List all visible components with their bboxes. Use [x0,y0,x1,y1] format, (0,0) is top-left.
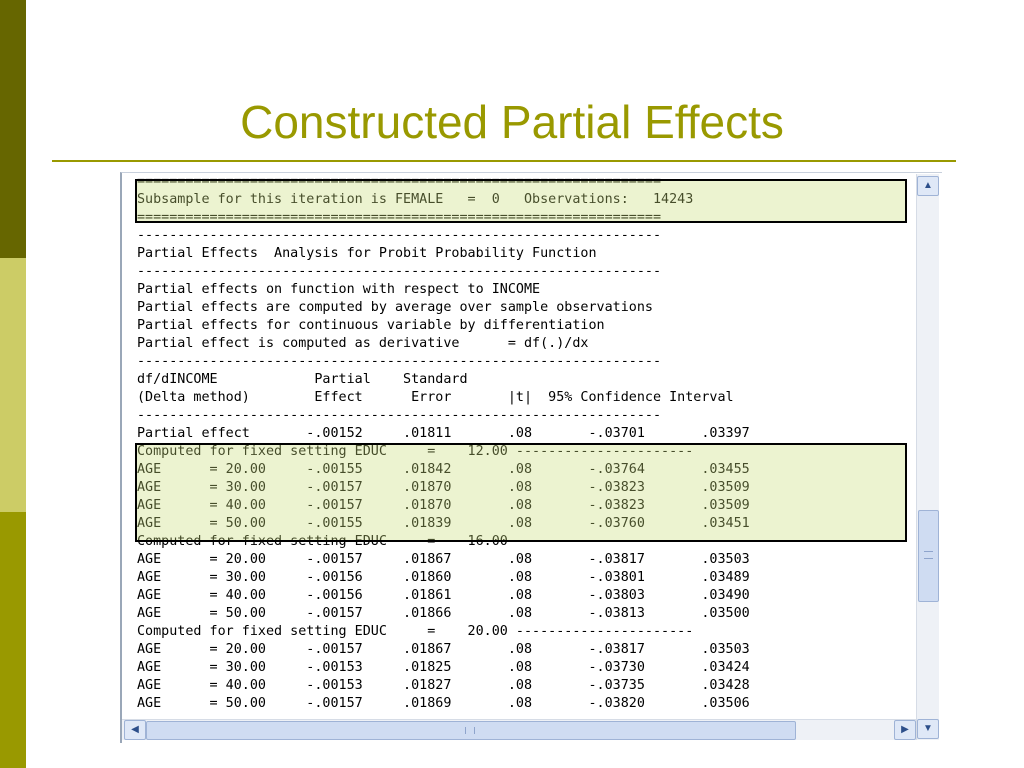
vertical-scrollbar[interactable] [916,174,939,740]
console-line: AGE = 40.00 -.00156 .01861 .08 -.03803 .03490 [137,588,750,603]
console-line: AGE = 50.00 -.00157 .01866 .08 -.03813 .03500 [137,606,750,621]
console-line: Partial effect -.00152 .01811 .08 -.03701 .03397 [137,426,750,441]
console-line: AGE = 30.00 -.00156 .01860 .08 -.03801 .03489 [137,570,750,585]
console-line: Partial Effects Analysis for Probit Probability Function [137,246,597,261]
console-line: Computed for fixed setting EDUC = 20.00 ---------------------- [137,624,694,639]
console-line: AGE = 30.00 -.00153 .01825 .08 -.03730 .03424 [137,660,750,675]
decor-bar-bottom [0,512,26,768]
horizontal-scroll-thumb[interactable] [146,721,796,740]
grip-icon [465,727,475,734]
scroll-left-icon[interactable]: ◀ [124,720,146,740]
console-line: AGE = 50.00 -.00157 .01869 .08 -.03820 .03506 [137,696,750,711]
vertical-scroll-thumb[interactable] [918,510,939,602]
scroll-right-icon[interactable]: ▶ [894,720,916,740]
scroll-up-icon[interactable]: ▲ [917,176,939,196]
console-line: AGE = 40.00 -.00153 .01827 .08 -.03735 .03428 [137,678,750,693]
console-line: AGE = 50.00 -.00155 .01839 .08 -.03760 .03451 [137,516,750,531]
title-divider [52,160,956,162]
slide-title: Constructed Partial Effects [240,96,784,148]
highlight-educ-12-block [135,443,907,542]
console-line: ----------------------------------------------------------------- [137,354,662,369]
console-line: AGE = 20.00 -.00157 .01867 .08 -.03817 .03503 [137,642,750,657]
console-line: (Delta method) Effect Error |t| 95% Confidence Interval [137,390,734,405]
console-line: ----------------------------------------------------------------- [137,408,662,423]
console-line: Computed for fixed setting EDUC = 16.00 ---------------------- [137,534,694,549]
console-line: AGE = 20.00 -.00157 .01867 .08 -.03817 .03503 [137,552,750,567]
console-line: ================================================================= [137,210,662,225]
console-line: ----------------------------------------------------------------- [137,264,662,279]
console-line: AGE = 30.00 -.00157 .01870 .08 -.03823 .03509 [137,480,750,495]
highlight-subsample-header [135,179,907,223]
decor-bar-middle [0,258,26,512]
console-line: ================================================================= [137,174,662,189]
grip-icon [924,551,933,559]
horizontal-scrollbar[interactable] [122,719,916,740]
console-line: Subsample for this iteration is FEMALE = 0 Observations: 14243 [137,192,694,207]
console-line: Partial effects on function with respect to INCOME [137,282,541,297]
console-line: ----------------------------------------------------------------- [137,228,662,243]
scroll-down-icon[interactable]: ▼ [917,719,939,739]
console-line: df/dINCOME Partial Standard [137,372,468,387]
console-line: AGE = 40.00 -.00157 .01870 .08 -.03823 .03509 [137,498,750,513]
console-line: Partial effects are computed by average over sample observations [137,300,653,315]
console-line: AGE = 20.00 -.00155 .01842 .08 -.03764 .03455 [137,462,750,477]
console-line: Computed for fixed setting EDUC = 12.00 ---------------------- [137,444,694,459]
console-line: Partial effects for continuous variable by differentiation [137,318,605,333]
console-line: Partial effect is computed as derivative = df(.)/dx [137,336,589,351]
